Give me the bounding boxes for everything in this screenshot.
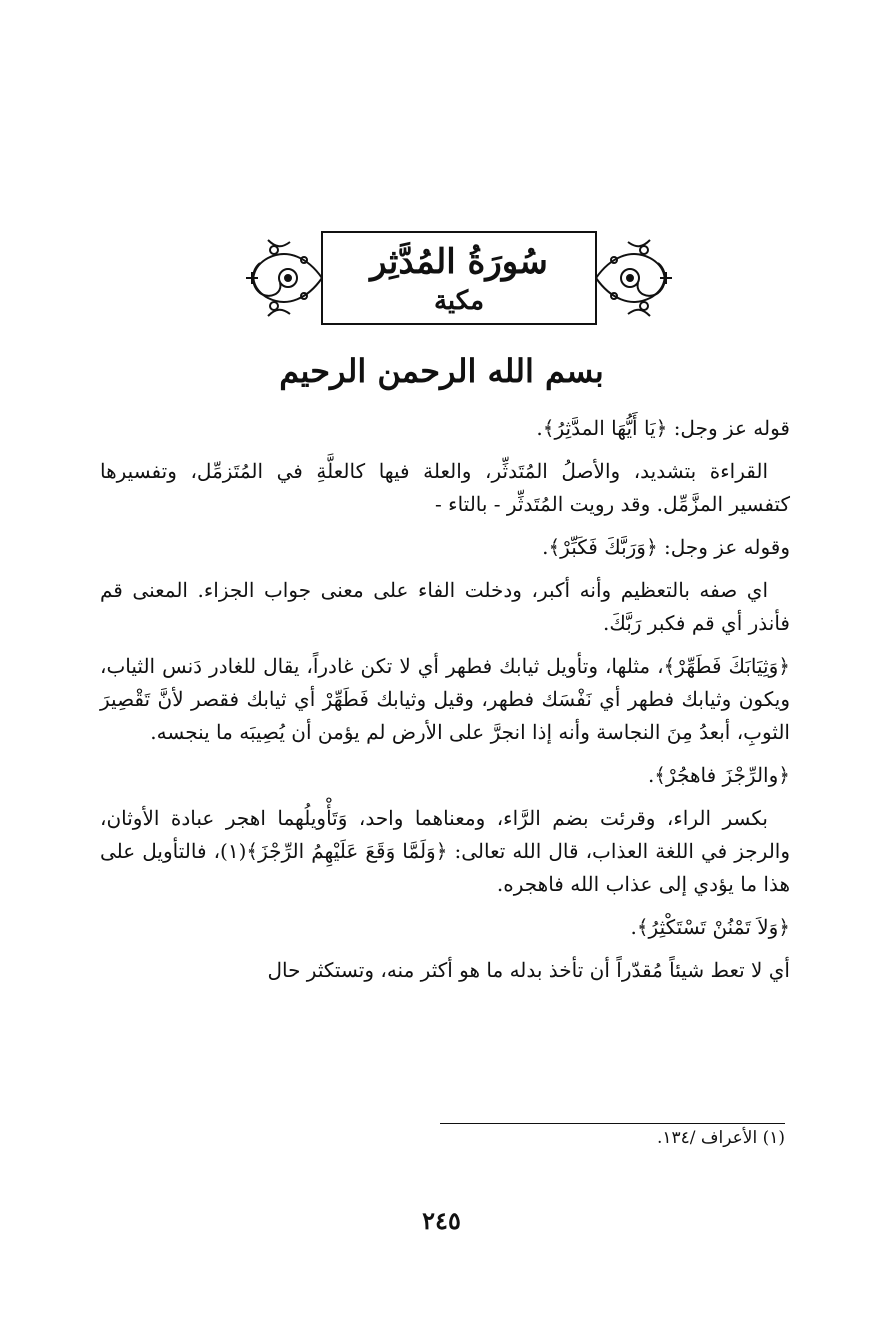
surah-title-frame [238,228,680,328]
paragraph: قوله عز وجل: ﴿يَا أَيُّهَا المدَّثِرُ﴾. [536,416,790,440]
surah-title: سُورَةُ المُدَّثِر [370,242,548,282]
paragraph: بكسر الراء، وقرئت بضم الرَّاء، ومعناهما واحد، وَتَأْويلُهما اهجر عبادة الأوثان، والرجز في اللغة العذاب، قال الله تعالى: ﴿وَلَمَّا وَقَعَ عَلَيْهِمُ الرِّجْزَ﴾(١)، فالتأويل على هذا ما يؤدي إلى عذاب الله فاهجره. [100,806,790,896]
footnote: (١) الأعراف /١٣٤. [656,1128,785,1148]
paragraph: ﴿وَثِيَابَكَ فَطَهِّرْ﴾، مثلها، وتأويل ثيابك فطهر أي لا تكن غادراً، يقال للغادر دَنس الثياب، ويكون وثيابك فطهر أي نَفْسَك فطهر، وقيل وثيابك فَطَهِّرْ أي ثيابك فقصر لأنَّ تَقْصِيرَ الثوبِ، أبعدُ مِنَ النجاسة وأنه إذا انجرَّ على الأرض لم يؤمن أن يُصِيبَه ما ينجسه. [100,654,790,744]
revelation-type: مكية [433,286,485,316]
footnote-divider [440,1123,785,1124]
paragraph: اي صفه بالتعظيم وأنه أكبر، ودخلت الفاء على معنى جواب الجزاء. المعنى قم فأنذر أي قم فكبر رَبَّكَ. [100,578,790,635]
paragraph: القراءة بتشديد، والأصلُ المُتَدثِّر، والعلة فيها كالعلَّةِ في المُتَزمِّل، وتفسيرها كتفسير المزَّمِّل. وقد رويت المُتَدثِّر - بالتاء - [100,459,790,516]
basmala: بسم الله الرحمن الرحيم [279,352,604,390]
paragraph: ﴿وَلاَ تَمْنُنْ تَسْتَكْثِرُ﴾. [630,915,790,939]
page-number: ٢٤٥ [422,1206,461,1235]
paragraph: أي لا تعط شيئاً مُقدّراً أن تأخذ بدله ما هو أكثر منه، وتستكثر حال [267,958,790,982]
paragraph: ﴿والرِّجْزَ فاهجُرْ﴾. [647,763,790,787]
paragraph: وقوله عز وجل: ﴿وَرَبَّكَ فَكَبِّرْ﴾. [542,535,790,559]
commentary-text [100,412,790,997]
